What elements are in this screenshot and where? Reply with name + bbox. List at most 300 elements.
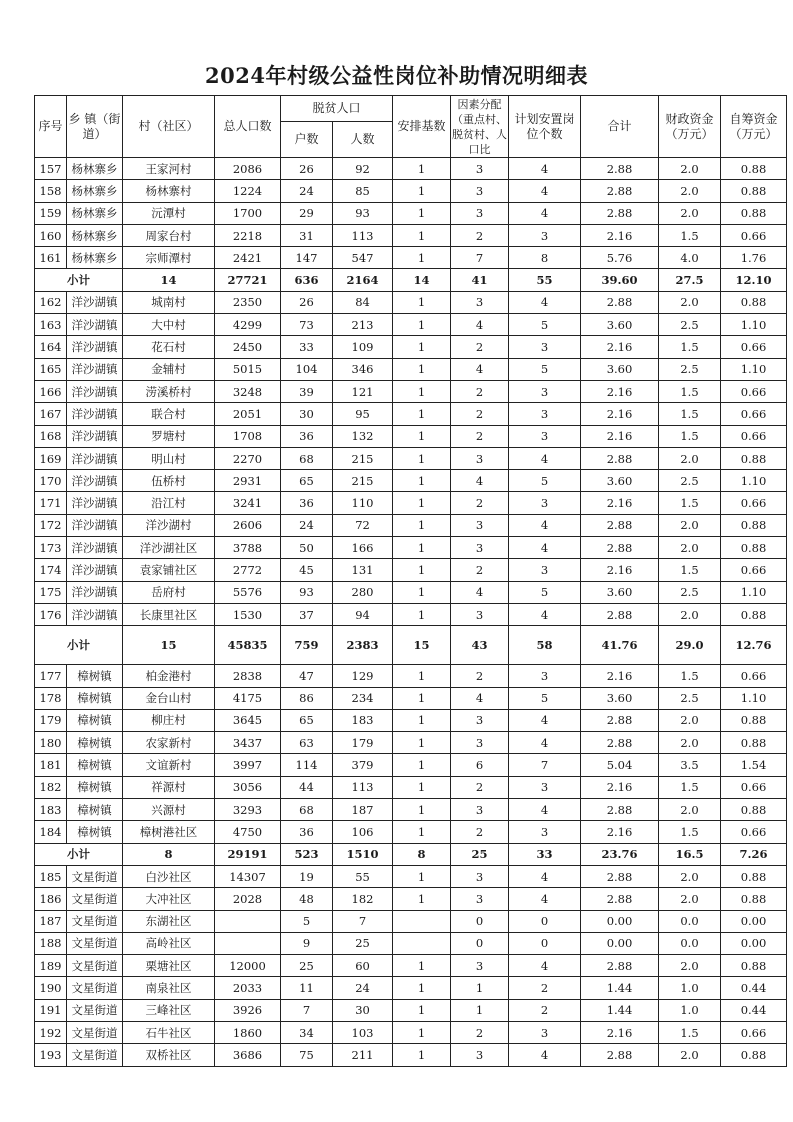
table-row — [35, 799, 787, 821]
header-town: 乡 镇（街道） — [67, 96, 123, 158]
table-cell: 33 — [509, 843, 581, 865]
table-cell: 0 — [509, 910, 581, 932]
table-cell: 1 — [393, 224, 451, 246]
table-cell: 2033 — [215, 977, 281, 999]
table-row — [35, 821, 787, 843]
table-cell: 1.5 — [659, 821, 721, 843]
table-cell: 2.88 — [581, 202, 659, 224]
table-cell: 5.76 — [581, 247, 659, 269]
table-cell: 2.16 — [581, 1021, 659, 1043]
table-cell: 1 — [393, 514, 451, 536]
table-cell: 文星街道 — [67, 1044, 123, 1066]
table-cell: 159 — [35, 202, 67, 224]
table-cell: 27.5 — [659, 269, 721, 291]
table-cell: 大中村 — [123, 314, 215, 336]
table-cell: 4 — [509, 158, 581, 180]
table-cell: 1.10 — [721, 358, 787, 380]
table-cell: 洋沙湖镇 — [67, 603, 123, 625]
table-cell: 1 — [393, 247, 451, 269]
table-cell: 14 — [393, 269, 451, 291]
table-cell: 1.5 — [659, 425, 721, 447]
table-cell: 2.88 — [581, 1044, 659, 1066]
table-cell: 明山村 — [123, 447, 215, 469]
table-cell: 41.76 — [581, 626, 659, 665]
table-cell: 0.88 — [721, 865, 787, 887]
table-row — [35, 447, 787, 469]
table-cell: 161 — [35, 247, 67, 269]
header-base: 安排基数 — [393, 96, 451, 158]
table-cell: 2.0 — [659, 1044, 721, 1066]
table-cell: 1.0 — [659, 977, 721, 999]
table-cell: 洋沙湖镇 — [67, 380, 123, 402]
table-cell: 3.60 — [581, 314, 659, 336]
table-cell: 1 — [393, 537, 451, 559]
table-cell: 547 — [333, 247, 393, 269]
table-cell: 1 — [393, 358, 451, 380]
table-cell: 杨林寨乡 — [67, 158, 123, 180]
table-cell: 2.5 — [659, 470, 721, 492]
table-cell: 4750 — [215, 821, 281, 843]
table-cell: 2383 — [333, 626, 393, 665]
table-cell: 南泉社区 — [123, 977, 215, 999]
table-cell: 4175 — [215, 687, 281, 709]
subtotal-row — [35, 843, 787, 865]
table-cell: 4 — [509, 202, 581, 224]
table-cell: 3 — [451, 709, 509, 731]
table-cell: 7 — [333, 910, 393, 932]
table-cell: 0.88 — [721, 732, 787, 754]
table-cell: 文星街道 — [67, 999, 123, 1021]
table-cell: 215 — [333, 470, 393, 492]
table-cell: 43 — [451, 626, 509, 665]
table-cell: 7 — [281, 999, 333, 1021]
table-cell: 杨林寨乡 — [67, 202, 123, 224]
table-cell: 祥源村 — [123, 776, 215, 798]
table-cell: 5 — [509, 470, 581, 492]
table-cell: 洋沙湖镇 — [67, 291, 123, 313]
table-cell: 1.5 — [659, 492, 721, 514]
table-cell: 24 — [281, 514, 333, 536]
table-cell: 3.60 — [581, 581, 659, 603]
table-cell: 2838 — [215, 665, 281, 687]
table-cell: 93 — [281, 581, 333, 603]
table-cell: 113 — [333, 776, 393, 798]
table-cell: 沅潭村 — [123, 202, 215, 224]
table-cell: 1 — [393, 1021, 451, 1043]
table-cell: 0 — [509, 932, 581, 954]
table-cell: 4299 — [215, 314, 281, 336]
table-cell: 2.88 — [581, 865, 659, 887]
table-cell: 187 — [35, 910, 67, 932]
table-cell: 0.66 — [721, 403, 787, 425]
table-cell: 5 — [509, 358, 581, 380]
table-cell: 1 — [451, 999, 509, 1021]
table-cell: 1.44 — [581, 977, 659, 999]
table-cell: 9 — [281, 932, 333, 954]
table-cell: 1 — [393, 603, 451, 625]
table-cell: 3 — [509, 425, 581, 447]
table-cell: 0.88 — [721, 447, 787, 469]
table-cell: 3 — [451, 799, 509, 821]
header-seq: 序号 — [35, 96, 67, 158]
table-cell: 1 — [393, 336, 451, 358]
table-cell: 189 — [35, 955, 67, 977]
table-cell: 1.0 — [659, 999, 721, 1021]
table-cell: 0 — [451, 932, 509, 954]
table-row — [35, 559, 787, 581]
table-cell: 182 — [35, 776, 67, 798]
table-cell: 洋沙湖镇 — [67, 559, 123, 581]
table-cell: 132 — [333, 425, 393, 447]
table-cell: 2.16 — [581, 380, 659, 402]
table-cell: 洋沙湖镇 — [67, 470, 123, 492]
table-cell: 75 — [281, 1044, 333, 1066]
table-cell: 93 — [333, 202, 393, 224]
table-cell: 2421 — [215, 247, 281, 269]
table-cell: 55 — [509, 269, 581, 291]
table-cell: 33 — [281, 336, 333, 358]
table-row — [35, 665, 787, 687]
table-cell: 50 — [281, 537, 333, 559]
table-cell: 3 — [509, 380, 581, 402]
table-cell: 0.88 — [721, 1044, 787, 1066]
table-cell: 36 — [281, 821, 333, 843]
table-cell: 4 — [451, 687, 509, 709]
table-cell: 0.66 — [721, 224, 787, 246]
table-row — [35, 1044, 787, 1066]
table-cell: 1510 — [333, 843, 393, 865]
table-cell: 1 — [393, 977, 451, 999]
table-cell: 4.0 — [659, 247, 721, 269]
table-cell: 3.5 — [659, 754, 721, 776]
table-row — [35, 291, 787, 313]
table-cell: 3 — [451, 1044, 509, 1066]
table-cell: 5.04 — [581, 754, 659, 776]
table-cell: 215 — [333, 447, 393, 469]
table-cell: 樟树镇 — [67, 821, 123, 843]
table-row — [35, 202, 787, 224]
table-cell: 92 — [333, 158, 393, 180]
table-cell: 4 — [451, 470, 509, 492]
table-cell: 2606 — [215, 514, 281, 536]
table-cell: 高岭社区 — [123, 932, 215, 954]
table-cell: 1 — [393, 492, 451, 514]
table-cell: 1 — [393, 314, 451, 336]
table-cell: 1 — [393, 425, 451, 447]
subtotal-row — [35, 626, 787, 665]
table-cell: 0.88 — [721, 888, 787, 910]
table-cell: 2450 — [215, 336, 281, 358]
table-cell: 5015 — [215, 358, 281, 380]
table-cell: 4 — [509, 514, 581, 536]
table-cell: 14 — [123, 269, 215, 291]
table-cell: 杨林寨村 — [123, 180, 215, 202]
table-cell: 114 — [281, 754, 333, 776]
table-cell: 1.5 — [659, 380, 721, 402]
table-cell: 182 — [333, 888, 393, 910]
table-cell: 113 — [333, 224, 393, 246]
table-row — [35, 224, 787, 246]
table-row — [35, 687, 787, 709]
table-cell: 7 — [451, 247, 509, 269]
table-cell: 4 — [509, 709, 581, 731]
table-cell: 4 — [509, 888, 581, 910]
table-cell: 8 — [509, 247, 581, 269]
table-cell: 2 — [451, 1021, 509, 1043]
table-cell: 双桥社区 — [123, 1044, 215, 1066]
table-cell: 65 — [281, 470, 333, 492]
subtotal-label: 小计 — [35, 269, 123, 291]
table-cell: 0.00 — [721, 932, 787, 954]
table-cell: 2.16 — [581, 665, 659, 687]
table-cell: 4 — [509, 291, 581, 313]
table-cell: 农家新村 — [123, 732, 215, 754]
table-cell: 16.5 — [659, 843, 721, 865]
table-cell: 179 — [333, 732, 393, 754]
table-cell: 2 — [451, 821, 509, 843]
table-cell: 39 — [281, 380, 333, 402]
table-cell: 洋沙湖镇 — [67, 403, 123, 425]
table-row — [35, 709, 787, 731]
table-cell: 0.66 — [721, 492, 787, 514]
table-cell: 29191 — [215, 843, 281, 865]
table-cell: 洋沙湖镇 — [67, 514, 123, 536]
table-cell: 2 — [451, 336, 509, 358]
table-cell: 2.88 — [581, 158, 659, 180]
table-cell: 24 — [333, 977, 393, 999]
table-cell: 27721 — [215, 269, 281, 291]
table-cell: 2.16 — [581, 776, 659, 798]
table-cell: 柏金港村 — [123, 665, 215, 687]
table-cell: 2.16 — [581, 492, 659, 514]
table-cell: 2 — [451, 224, 509, 246]
table-cell: 1.10 — [721, 687, 787, 709]
table-cell: 192 — [35, 1021, 67, 1043]
table-cell: 文星街道 — [67, 1021, 123, 1043]
table-cell: 2 — [451, 403, 509, 425]
table-cell: 104 — [281, 358, 333, 380]
table-cell: 1224 — [215, 180, 281, 202]
table-cell: 0.0 — [659, 932, 721, 954]
table-cell: 24 — [281, 180, 333, 202]
table-cell: 3248 — [215, 380, 281, 402]
table-cell: 2086 — [215, 158, 281, 180]
table-cell: 187 — [333, 799, 393, 821]
table-cell: 2.88 — [581, 514, 659, 536]
table-cell: 14307 — [215, 865, 281, 887]
table-cell: 3241 — [215, 492, 281, 514]
table-cell: 杨林寨乡 — [67, 224, 123, 246]
table-cell: 1.5 — [659, 1021, 721, 1043]
table-row — [35, 955, 787, 977]
table-cell: 1.76 — [721, 247, 787, 269]
table-cell: 2028 — [215, 888, 281, 910]
table-cell: 3.60 — [581, 470, 659, 492]
table-cell: 5 — [509, 314, 581, 336]
table-cell: 2 — [451, 776, 509, 798]
table-cell: 158 — [35, 180, 67, 202]
table-cell: 2.0 — [659, 180, 721, 202]
table-cell: 157 — [35, 158, 67, 180]
table-cell: 金台山村 — [123, 687, 215, 709]
table-cell: 164 — [35, 336, 67, 358]
table-cell: 1 — [393, 732, 451, 754]
table-cell: 4 — [509, 180, 581, 202]
table-cell: 2051 — [215, 403, 281, 425]
table-cell: 160 — [35, 224, 67, 246]
table-cell: 4 — [451, 358, 509, 380]
table-cell: 2.5 — [659, 687, 721, 709]
table-cell: 60 — [333, 955, 393, 977]
table-cell: 3 — [451, 955, 509, 977]
table-cell: 5 — [509, 581, 581, 603]
table-cell: 3 — [451, 291, 509, 313]
table-cell: 洋沙湖镇 — [67, 447, 123, 469]
table-cell: 3 — [451, 732, 509, 754]
table-cell: 183 — [333, 709, 393, 731]
header-poor-pop: 脱贫人口 — [281, 96, 393, 122]
table-cell: 2 — [451, 380, 509, 402]
table-cell: 2.88 — [581, 291, 659, 313]
table-cell: 文星街道 — [67, 910, 123, 932]
table-cell: 2.0 — [659, 603, 721, 625]
table-cell: 0.66 — [721, 776, 787, 798]
table-cell: 2.16 — [581, 403, 659, 425]
table-cell: 1 — [393, 470, 451, 492]
table-cell: 37 — [281, 603, 333, 625]
table-cell: 5 — [281, 910, 333, 932]
table-cell: 2.88 — [581, 537, 659, 559]
table-cell: 洋沙湖镇 — [67, 314, 123, 336]
table-cell: 宗师潭村 — [123, 247, 215, 269]
header-total-pop: 总人口数 — [215, 96, 281, 158]
table-row — [35, 732, 787, 754]
table-cell: 文星街道 — [67, 932, 123, 954]
table-cell: 0.00 — [581, 910, 659, 932]
table-cell: 3 — [509, 665, 581, 687]
table-cell: 3 — [451, 537, 509, 559]
table-cell: 2.88 — [581, 732, 659, 754]
subtotal-label: 小计 — [35, 626, 123, 665]
table-cell: 180 — [35, 732, 67, 754]
table-row — [35, 314, 787, 336]
subtotal-label: 小计 — [35, 843, 123, 865]
table-cell: 167 — [35, 403, 67, 425]
table-cell: 4 — [509, 799, 581, 821]
table-row — [35, 247, 787, 269]
table-row — [35, 403, 787, 425]
table-cell: 26 — [281, 291, 333, 313]
table-cell: 3 — [451, 888, 509, 910]
table-cell: 15 — [123, 626, 215, 665]
table-cell: 4 — [509, 1044, 581, 1066]
table-cell: 19 — [281, 865, 333, 887]
table-cell: 2 — [509, 977, 581, 999]
table-cell: 2.16 — [581, 425, 659, 447]
table-cell: 王家河村 — [123, 158, 215, 180]
table-cell: 0.88 — [721, 799, 787, 821]
table-cell: 63 — [281, 732, 333, 754]
table-cell: 0.88 — [721, 709, 787, 731]
table-cell: 95 — [333, 403, 393, 425]
table-cell: 2.16 — [581, 224, 659, 246]
table-cell: 103 — [333, 1021, 393, 1043]
table-cell: 1 — [393, 799, 451, 821]
table-cell: 3 — [451, 158, 509, 180]
table-cell: 1 — [393, 665, 451, 687]
table-cell: 2772 — [215, 559, 281, 581]
table-cell: 41 — [451, 269, 509, 291]
table-cell: 2 — [451, 559, 509, 581]
table-cell: 2.0 — [659, 888, 721, 910]
table-cell: 129 — [333, 665, 393, 687]
table-row — [35, 865, 787, 887]
table-cell: 106 — [333, 821, 393, 843]
table-row — [35, 910, 787, 932]
table-cell: 162 — [35, 291, 67, 313]
table-cell: 樟树镇 — [67, 754, 123, 776]
table-cell: 樟树镇 — [67, 799, 123, 821]
header-self: 自筹资金（万元） — [721, 96, 787, 158]
table-cell: 4 — [509, 732, 581, 754]
table-cell: 长康里社区 — [123, 603, 215, 625]
table-cell: 三峰社区 — [123, 999, 215, 1021]
table-cell: 2.88 — [581, 603, 659, 625]
table-cell: 1700 — [215, 202, 281, 224]
table-row — [35, 470, 787, 492]
table-cell: 4 — [451, 581, 509, 603]
table-cell: 1 — [393, 202, 451, 224]
table-cell: 110 — [333, 492, 393, 514]
table-cell: 3686 — [215, 1044, 281, 1066]
table-cell: 沿江村 — [123, 492, 215, 514]
table-cell: 文星街道 — [67, 977, 123, 999]
table-row — [35, 581, 787, 603]
table-cell: 0.66 — [721, 665, 787, 687]
table-cell: 193 — [35, 1044, 67, 1066]
table-cell: 3997 — [215, 754, 281, 776]
table-cell: 3 — [451, 202, 509, 224]
table-cell: 3 — [451, 180, 509, 202]
table-cell: 1530 — [215, 603, 281, 625]
page-title: 2024年村级公益性岗位补助情况明细表 — [205, 63, 588, 88]
table-cell: 213 — [333, 314, 393, 336]
table-cell: 1.5 — [659, 665, 721, 687]
table-cell: 文星街道 — [67, 955, 123, 977]
table-cell: 文谊新村 — [123, 754, 215, 776]
table-cell: 2.88 — [581, 180, 659, 202]
table-row — [35, 999, 787, 1021]
table-cell: 1 — [393, 865, 451, 887]
table-cell: 29 — [281, 202, 333, 224]
table-cell: 4 — [509, 447, 581, 469]
table-row — [35, 380, 787, 402]
table-cell: 34 — [281, 1021, 333, 1043]
table-cell: 1 — [393, 754, 451, 776]
table-cell: 1 — [393, 888, 451, 910]
table-cell — [215, 910, 281, 932]
table-cell: 1 — [451, 977, 509, 999]
table-cell: 3926 — [215, 999, 281, 1021]
table-cell: 1 — [393, 447, 451, 469]
table-row — [35, 603, 787, 625]
table-row — [35, 776, 787, 798]
table-cell: 3 — [509, 821, 581, 843]
table-cell: 184 — [35, 821, 67, 843]
table-cell: 3437 — [215, 732, 281, 754]
table-cell: 栗塘社区 — [123, 955, 215, 977]
table-cell: 1.5 — [659, 776, 721, 798]
